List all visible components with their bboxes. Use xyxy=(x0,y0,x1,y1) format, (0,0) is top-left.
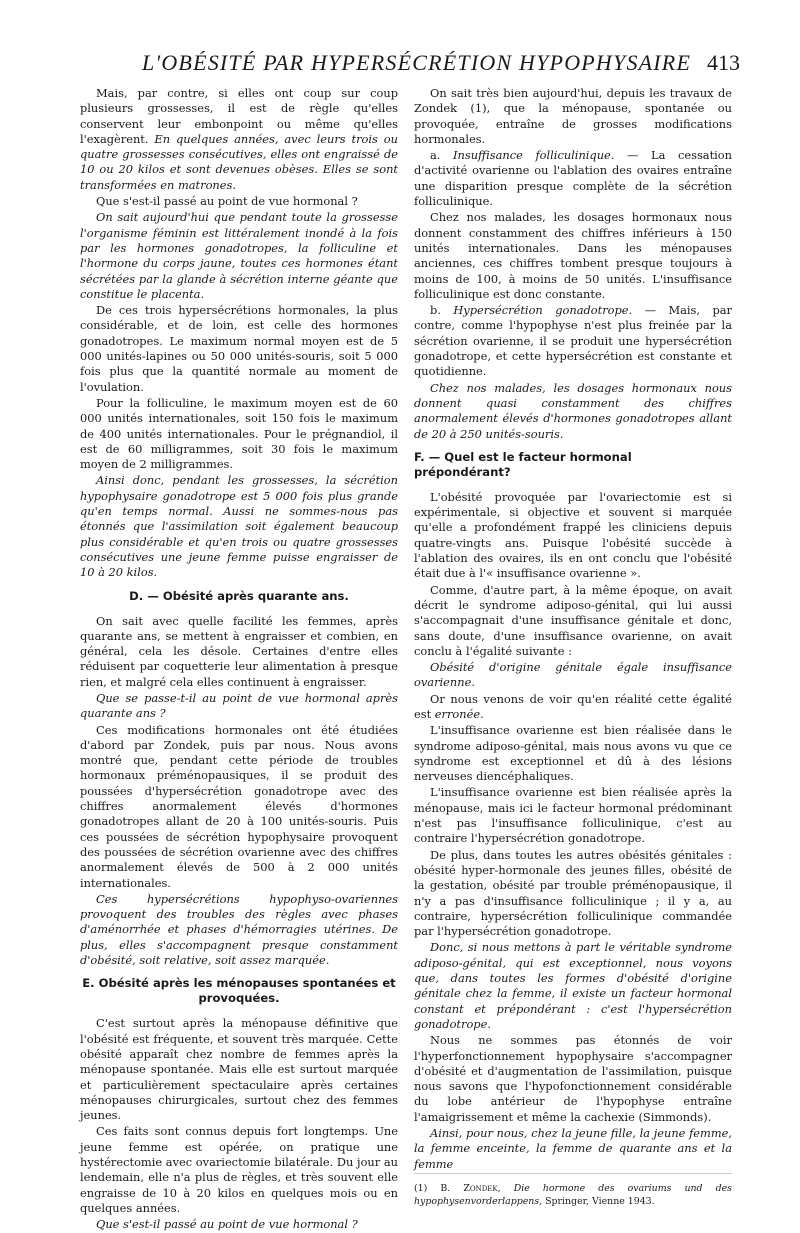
paragraph: Pour la folliculine, le maximum moyen est de 60 000 unités internationales, soit 150 fois le maximum de 400 unités internationales. Pour le prégnandiol, il est de 60 milligrammes, soit 30 fois le maximum moyen de 2 milligrammes. xyxy=(80,395,398,472)
running-title: L'OBÉSITÉ PAR HYPERSÉCRÉTION HYPOPHYSAIRE xyxy=(142,50,692,75)
paragraph-italic: Donc, si nous mettons à part le véritable syndrome adiposo-génital, qui est exceptionnel, nous voyons que, dans toutes les formes d'obésité d'origine génitale chez la femme, il existe un facteur hormonal constant et prépondérant : c'est l'hypersécrétion gonadotrope. xyxy=(414,940,732,1031)
footnote xyxy=(414,1173,732,1208)
paragraph-italic: En quelques années, avec leurs trois ou quatre grossesses consécutives, elles ont engraissé de 10 ou 20 kilos et sont devenues obèses. Elles se sont transformées en matrones. xyxy=(80,131,398,192)
footnote-title: , Die hormone des ovariums und des hypophysenvorderlappens, xyxy=(414,1182,732,1207)
paragraph-italic: Ainsi, pour nous, chez la jeune fille, la jeune femme, la femme enceinte, la femme de quarante ans et la femme xyxy=(414,1126,732,1171)
section-heading-f: F. — Quel est le facteur hormonal prépondérant? xyxy=(414,449,632,479)
list-marker: b. xyxy=(430,303,454,318)
footnote-author: Zondek xyxy=(463,1182,498,1194)
list-marker: a. xyxy=(430,148,454,163)
paragraph: Comme, d'autre part, à la même époque, on avait décrit le syndrome adiposo-génital, qui lui aussi s'accompagnait d'une insuffisance génitale et donc, sans doute, d'une insuffisance ovarienne, on avait conclu à l'égalité suivante : xyxy=(414,582,732,658)
paragraph-text: Mais, par contre, si elles ont coup sur coup plusieurs grossesses, il est de règle qu'elles conservent leur embonpoint ou même qu'elles l'exagèrent. xyxy=(80,86,398,146)
paragraph: Nous ne sommes pas étonnés de voir l'hyperfonctionnement hypophysaire s'accompagner d'obésité et d'augmentation de l'assimilation, puisque nous savons que l'hypofonctionnement considérable du lobe antérieur de l'hypophyse entraîne l'amaigrissement et même la cachexie (Simmonds). xyxy=(414,1033,732,1124)
paragraph-italic: Chez nos malades, les dosages hormonaux nous donnent quasi constamment des chiffres anormalement élevés d'hormones gonadotropes allant de 20 à 250 unités-souris. xyxy=(414,380,732,441)
paragraph-text: Or nous venons de voir qu'en réalité cette égalité est xyxy=(414,691,732,721)
paragraph: Que s'est-il passé au point de vue hormonal ? xyxy=(96,194,358,209)
paragraph: Chez nos malades, les dosages hormonaux nous donnent constamment des chiffres inférieurs à 150 unités internationales. Dans les ménopauses anciennes, ces chiffres tombent presque toujours à moins de 100, à moins de 50 unités. L'insuffisance folliculinique est donc constante. xyxy=(414,210,732,301)
page-number: 413 xyxy=(707,50,740,75)
page-header xyxy=(80,50,740,80)
paragraph: De ces trois hypersécrétions hormonales, la plus considérable, et de loin, est celle des hormones gonadotropes. Le maximum normal moyen est de 5 000 unités-lapines ou 50 000 unités-souris, soit 5 000 fois plus que la quantité normale au moment de l'ovulation. xyxy=(80,303,398,394)
paragraph: On sait très bien aujourd'hui, depuis les travaux de Zondek (1), que la ménopause, spontanée ou provoquée, entraîne de grosses modifications hormonales. xyxy=(414,86,732,146)
section-heading-d: D. — Obésité après quarante ans. xyxy=(129,588,349,603)
left-column xyxy=(80,86,398,1233)
subheading-italic: Hypersécrétion gonadotrope. xyxy=(453,303,633,318)
paragraph: Ces modifications hormonales ont été étudiées d'abord par Zondek, puis par nous. Nous avons montré que, pendant cette période de troubles hormonaux préménopausiques, il se produit des poussées d'hypersécrétion gonadotrope avec des chiffres anormalement élevés d'hormones gonadotropes allant de 20 à 100 unités-souris. Puis ces poussées de sécrétion hypophysaire provoquent des poussées de sécrétion ovarienne avec des chiffres anormalement élevés de 500 à 2 000 unités internationales. xyxy=(80,722,398,890)
paragraph: C'est surtout après la ménopause définitive que l'obésité est fréquente, et souvent très marquée. Cette obésité apparaît chez nombre de femmes après la ménopause spontanée. Mais elle est surtout marquée et particulièrement spectaculaire après certaines ménopauses chirurgicales, surtout chez des femmes jeunes. xyxy=(80,1016,398,1123)
paragraph-text: — La cessation d'activité ovarienne ou l'ablation des ovaires entraîne une disparition presque complète de la sécrétion folliculinique. xyxy=(414,148,732,209)
right-column xyxy=(414,86,732,1209)
paragraph: L'insuffisance ovarienne est bien réalisée après la ménopause, mais ici le facteur hormonal prédominant n'est pas l'insuffisance folliculinique, c'est au contraire l'hypersécrétion gonadotrope. xyxy=(414,785,732,846)
footnote-number: (1) B. xyxy=(414,1182,464,1194)
paragraph xyxy=(414,303,732,379)
paragraph: De plus, dans toutes les autres obésités génitales : obésité hyper-hormonale des jeunes filles, obésité de la gestation, obésité par trouble préménopausique, il n'y a pas d'insuffisance folliculinique ; il y a, au contraire, hypersécrétion folliculinique commandée par l'hypersécrétion gonadotrope. xyxy=(414,847,732,939)
paragraph-italic: Que s'est-il passé au point de vue hormonal ? xyxy=(96,1217,358,1232)
paragraph: L'insuffisance ovarienne est bien réalisée dans le syndrome adiposo-génital, mais nous avons vu que ce syndrome est exceptionnel et dû à des lésions nerveuses diencéphaliques. xyxy=(414,723,732,784)
paragraph: L'obésité provoquée par l'ovariectomie est si expérimentale, si objective et souvent si marquée qu'elle a profondément frappé les cliniciens depuis quatre-vingts ans. Puisque l'obésité succède à l'ablation des ovaires, ils en ont conclu que l'obésité était due à l'« insuffisance ovarienne ». xyxy=(414,489,732,581)
paragraph-italic: Ces hypersécrétions hypophyso-ovariennes provoquent des troubles des règles avec phases d'aménorrhée et phases d'hémorragies utérines. De plus, elles s'accompagnent presque constamment d'obésité, soit relative, soit assez marquée. xyxy=(80,891,398,968)
paragraph-italic: Que se passe-t-il au point de vue hormonal après quarante ans ? xyxy=(80,690,398,721)
paragraph-text: — Mais, par contre, comme l'hypophyse n'est plus freinée par la sécrétion ovarienne, il se produit une hypersécrétion gonadotrope, et cette hypersécrétion est constante et quotidienne. xyxy=(414,303,732,379)
paragraph-italic: Ainsi donc, pendant les grossesses, la sécrétion hypophysaire gonadotrope est 5 000 fois plus grande qu'en temps normal. Aussi ne sommes-nous pas étonnés que l'assimilation soit également beaucoup plus considérable et qu'en trois ou quatre grossesses consécutives une jeune femme puisse engraisser de 10 à 20 kilos. xyxy=(80,473,398,580)
paragraph xyxy=(80,86,398,193)
footnote-publisher: Springer, Vienne 1943. xyxy=(542,1195,655,1207)
paragraph-italic: Obésité d'origine génitale égale insuffisance ovarienne. xyxy=(414,660,732,690)
paragraph: On sait avec quelle facilité les femmes, après quarante ans, se mettent à engraisser et combien, en général, cela les désole. Certaines d'entre elles réduisent par coquetterie leur alimentation à presque rien, et malgré cela elles continuent à engraisser. xyxy=(80,613,398,689)
subheading-italic: Insuffisance folliculinique. xyxy=(453,148,615,163)
paragraph xyxy=(414,692,732,723)
paragraph: Ces faits sont connus depuis fort longtemps. Une jeune femme est opérée, on pratique une hystérectomie avec ovariectomie bilatérale. Du jour au lendemain, elle n'a plus de règles, et très souvent elle engraisse de 10 à 20 kilos en quelques mois ou en quelques années. xyxy=(80,1124,398,1215)
paragraph xyxy=(414,148,732,209)
paragraph-italic: On sait aujourd'hui que pendant toute la grossesse l'organisme féminin est littéralement inondé à la fois par les hormones gonadotropes, la folliculine et l'hormone du corps jaune, toutes ces hormones étant sécrétées par la glande à sécrétion interne géante que constitue le placenta. xyxy=(80,210,398,301)
paragraph-italic: erronée. xyxy=(434,706,484,721)
section-heading-e: E. Obésité après les ménopauses spontanées et provoquées. xyxy=(82,976,396,1006)
